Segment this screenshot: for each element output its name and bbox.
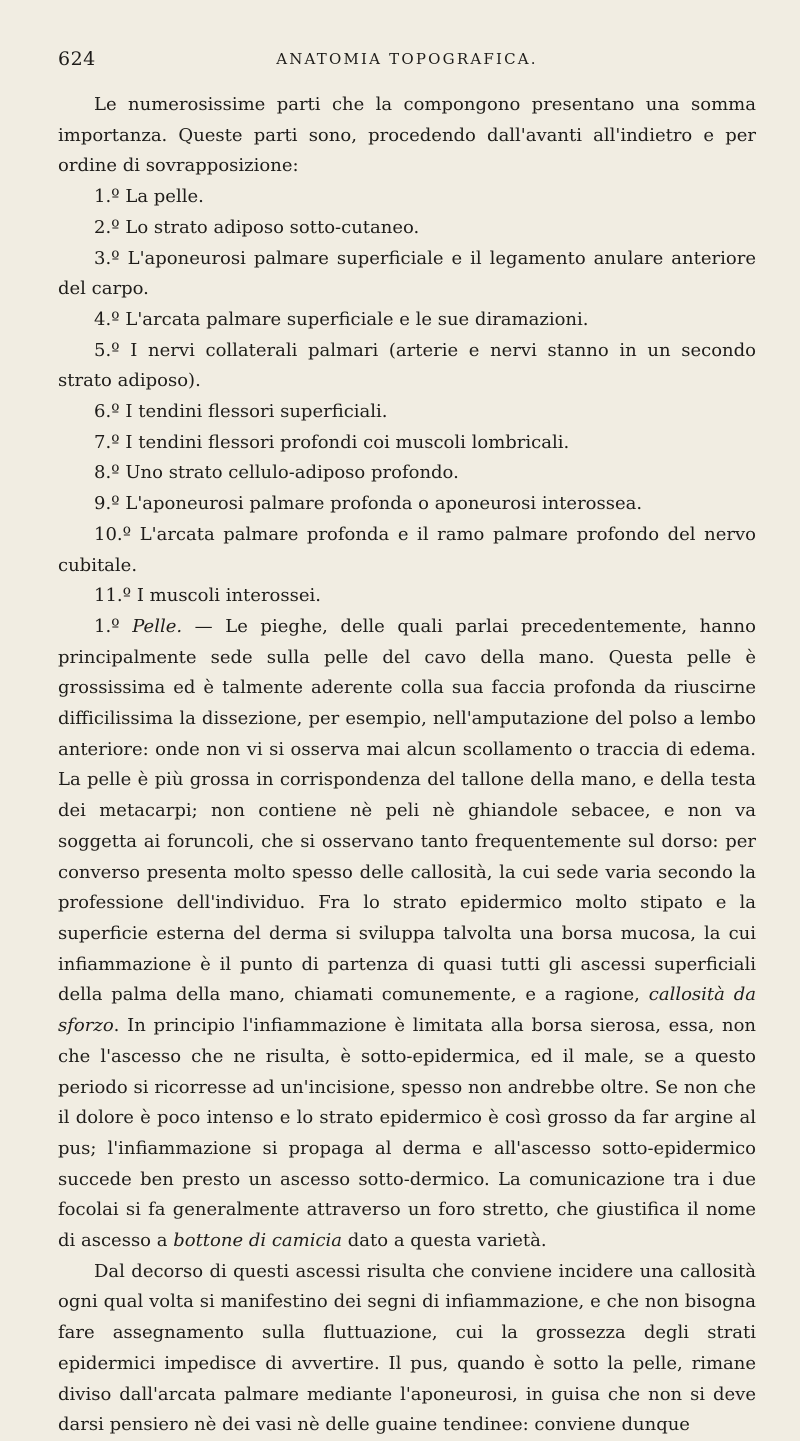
- list-number: 4.º: [94, 308, 120, 330]
- section-title: Pelle.: [132, 615, 183, 637]
- list-text: I tendini flessori superficiali.: [125, 401, 388, 423]
- list-item: [58, 581, 756, 612]
- list-number: 5.º: [94, 339, 120, 361]
- list-text: L'aponeurosi palmare profonda o aponeurosi interossea.: [125, 493, 643, 515]
- list-number: 11.º: [94, 585, 132, 607]
- list-number: 1.º: [94, 186, 120, 208]
- term-callosita: callosità da sforzo: [58, 984, 756, 1037]
- list-item: [58, 520, 756, 581]
- page-number: 624: [58, 48, 96, 70]
- list-item: [58, 458, 756, 489]
- list-number: 7.º: [94, 431, 120, 453]
- list-item: [58, 305, 756, 336]
- list-text: Lo strato adiposo sotto-cutaneo.: [125, 216, 420, 238]
- list-item: [58, 489, 756, 520]
- section-text-c: dato a questa varietà.: [342, 1230, 547, 1252]
- list-number: 9.º: [94, 493, 120, 515]
- running-title: ANATOMIA TOPOGRAFICA.: [276, 50, 538, 68]
- body-text: [58, 90, 756, 1441]
- list-text: L'arcata palmare profonda e il ramo palmare profondo del nervo cubitale.: [58, 523, 756, 576]
- list-text: I tendini flessori profondi coi muscoli lombricali.: [125, 431, 570, 453]
- list-number: 6.º: [94, 401, 120, 423]
- section-pelle-paragraph: [58, 612, 756, 1257]
- section-text-a: — Le pieghe, delle quali parlai precedentemente, hanno principalmente sede sulla pelle del cavo della mano. Questa pelle è grossissima ed è talmente aderente colla sua faccia profonda da riuscirne difficilissima la dissezione, per esempio, nell'amputazione del polso a lembo anteriore: onde non vi si osserva mai alcun scollamento o traccia di edema. La pelle è più grossa in corrispondenza del tallone della mano, e della testa dei metacarpi; non contiene nè peli nè ghiandole sebacee, e non va soggetta ai foruncoli, che si osservano tanto frequentemente sul dorso: per converso presenta molto spesso delle callosità, la cui sede varia secondo la professione dell'individuo. Fra lo strato epidermico molto stipato e la superficie esterna del derma si sviluppa talvolta una borsa mucosa, la cui infiammazione è il punto di partenza di quasi tutti gli ascessi superficiali della palma della mano, chiamati comunemente, e a ragione,: [58, 615, 756, 1006]
- list-text: L'arcata palmare superficiale e le sue diramazioni.: [125, 308, 589, 330]
- closing-paragraph: Dal decorso di questi ascessi risulta che conviene incidere una callosità ogni qual volta si manifestino dei segni di infiammazione, e che non bisogna fare assegnamento sulla fluttuazione, cui la grossezza degli strati epidermici impedisce di avvertire. Il pus, quando è sotto la pelle, rimane diviso dall'arcata palmare mediante l'aponeurosi, in guisa che non si deve darsi pensiero nè dei vasi nè delle guaine tendinee: conviene dunque: [58, 1260, 756, 1436]
- term-bottone: bottone di camicia: [173, 1230, 343, 1252]
- list-text: L'aponeurosi palmare superficiale e il legamento anulare anteriore del carpo.: [58, 247, 756, 300]
- list-text: I nervi collaterali palmari (arterie e nervi stanno in un secondo strato adiposo).: [58, 339, 756, 392]
- list-item: [58, 213, 756, 244]
- list-number: 8.º: [94, 462, 120, 484]
- intro-paragraph: Le numerosissime parti che la compongono presentano una somma importanza. Queste parti sono, procedendo dall'avanti all'indietro e per ordine di sovrapposizione:: [58, 94, 756, 177]
- list-item: [58, 182, 756, 213]
- section-number: 1.º: [94, 615, 120, 637]
- list-text: La pelle.: [125, 186, 204, 208]
- list-item: [58, 336, 756, 397]
- list-text: Uno strato cellulo-adiposo profondo.: [125, 462, 459, 484]
- list-item: [58, 428, 756, 459]
- list-item: [58, 397, 756, 428]
- list-text: I muscoli interossei.: [136, 585, 321, 607]
- list-number: 10.º: [94, 523, 132, 545]
- running-head: [58, 48, 756, 78]
- section-text-b: . In principio l'infiammazione è limitata alla borsa sierosa, essa, non che l'ascesso che ne risulta, è sotto-epidermica, ed il male, se a questo periodo si ricorresse ad un'incisione, spesso non andrebbe oltre. Se non che il dolore è poco intenso e lo strato epidermico è così grosso da far argine al pus; l'infiammazione si propaga al derma e all'ascesso sotto-epidermico succede ben presto un ascesso sotto-dermico. La comunicazione tra i due focolai si fa generalmente attraverso un foro stretto, che giustifica il nome di ascesso a: [58, 1015, 756, 1252]
- list-number: 3.º: [94, 247, 120, 269]
- list-item: [58, 244, 756, 305]
- list-number: 2.º: [94, 216, 120, 238]
